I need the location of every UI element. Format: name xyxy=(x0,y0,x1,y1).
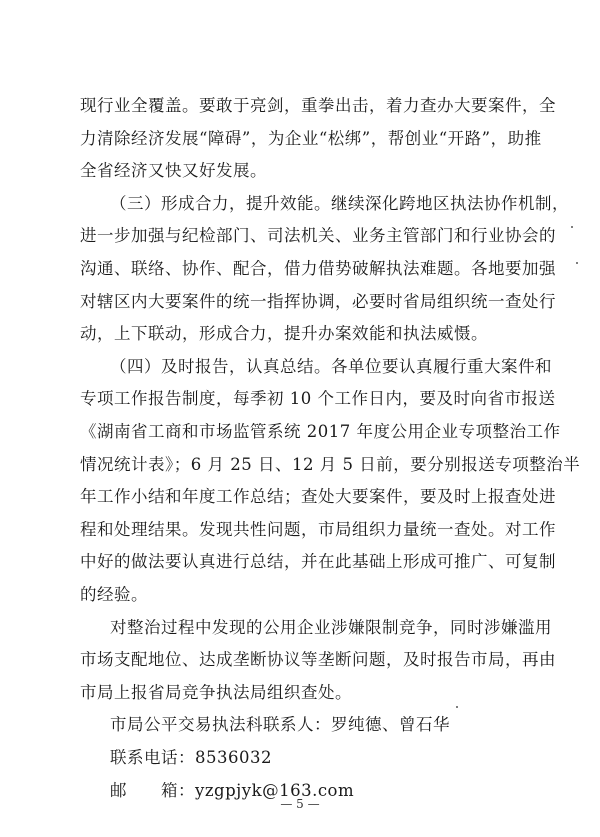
text-line-10: 专项工作报告制度，每季初 10 个工作日内，要及时向省市报送 xyxy=(80,389,556,408)
text-line-16: 的经验。 xyxy=(80,585,148,604)
text-line-2: 力清除经济发展“障碍”，为企业“松绑”，帮创业“开路”，助推 xyxy=(80,129,542,148)
text-line-1: 现行业全覆盖。要敢于亮剑，重拳出击，着力查办大要案件，全 xyxy=(80,96,556,115)
scan-speck xyxy=(571,226,573,228)
text-line-6: 沟通、联络、协作、配合，借力借势破解执法难题。各地要加强 xyxy=(80,259,556,278)
contact-person-line: 市局公平交易执法科联系人：罗纯德、曾石华 xyxy=(110,715,450,734)
text-line-14: 程和处理结果。发现共性问题，市局组织力量统一查处。对工作 xyxy=(80,520,556,539)
scan-speck xyxy=(576,262,578,264)
text-line-5: 进一步加强与纪检部门、司法机关、业务主管部门和行业协会的 xyxy=(80,226,556,245)
text-line-7: 对辖区内大要案件的统一指挥协调，必要时省局组织统一查处行 xyxy=(80,292,556,311)
text-line-13: 年工作小结和年度工作总结；查处大要案件，要及时上报查处进 xyxy=(80,487,556,506)
text-line-15: 中好的做法要认真进行总结，并在此基础上形成可推广、可复制 xyxy=(80,552,556,571)
scan-speck xyxy=(456,706,458,708)
contact-phone-line: 联系电话：8536032 xyxy=(110,748,272,767)
section-three-heading-line: （三）形成合力，提升效能。继续深化跨地区执法协作机制， xyxy=(110,194,569,213)
text-line-3: 全省经济又快又好发展。 xyxy=(80,161,267,180)
text-line-19: 市局上报省局竞争执法局组织查处。 xyxy=(80,683,352,702)
text-line-12: 情况统计表》；6 月 25 日、12 月 5 日前，要分别报送专项整治半 xyxy=(80,455,581,474)
section-four-heading-line: （四）及时报告，认真总结。各单位要认真履行重大案件和 xyxy=(110,357,552,376)
text-line-17: 对整治过程中发现的公用企业涉嫌限制竞争，同时涉嫌滥用 xyxy=(110,618,552,637)
contact-email-line: 邮 箱：yzgpjyk@163.com xyxy=(110,781,355,800)
page-number: — 5 — xyxy=(280,797,320,811)
text-line-18: 市场支配地位、达成垄断协议等垄断问题，及时报告市局，再由 xyxy=(80,650,556,669)
text-line-11: 《湖南省工商和市场监管系统 2017 年度公用企业专项整治工作 xyxy=(80,422,561,441)
text-line-8: 动，上下联动，形成合力，提升办案效能和执法威慑。 xyxy=(80,324,488,343)
